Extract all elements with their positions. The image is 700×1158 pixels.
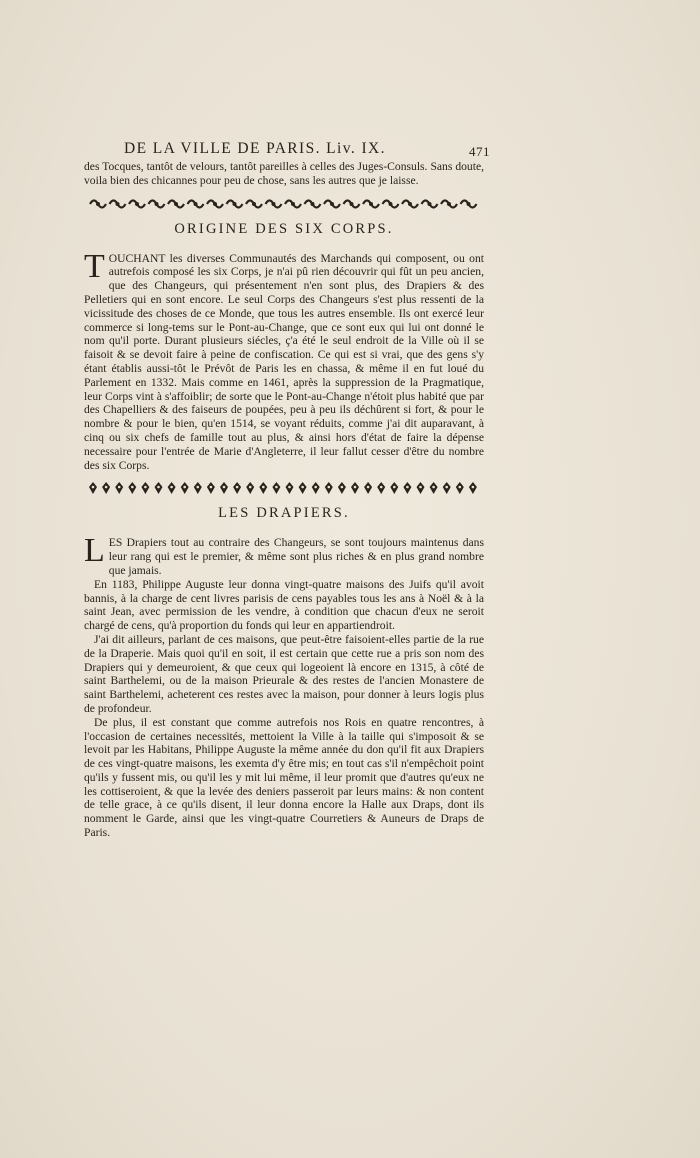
section2-paragraph-3: J'ai dit ailleurs, parlant de ces maisons, que peut-être faisoient-elles partie de la rue de la Draperie. Mais quoi qu'il en soit, il est certain que cette rue a pris son nom des Drapiers qui y demeuroient, & que ceux qui logeoient là encore en 1315, à côté de saint Barthelemi, ou de la maison Prieurale & des restes de l'ancien Monastere de saint Barthelemi, acheterent ces restes avec la maison, pour donner à leurs logis plus de profondeur.	[84, 632, 484, 715]
scroll-band-ornament	[84, 197, 484, 211]
fleuron-ornament-icon	[84, 481, 484, 495]
running-head	[84, 138, 490, 160]
section1-paragraph: OUCHANT les diverses Communautés des Marchands qui composent, ou ont autrefois composé les six Corps, je n'ai pû rien découvrir qui fût un peu ancien, que des Changeurs, qui présentement n'en sont plus, des Drapiers & des Pelletiers qui en sont encore. Le seul Corps des Changeurs s'est plus ressenti de la vicissitude des choses de ce Monde, que tous les autres ensemble. Ils ont exercé leur commerce si long-tems sur le Pont-au-Change, que ce sont eux qui lui ont donné le nom qu'il porte. Durant plusieurs siécles, ç'a été le seul endroit de la Ville où il se faisoit & se devoit faire à peine de confiscation. Ce qui est si vrai, que des gens s'y étant établis aussi-tôt le Prévôt de Paris les en chassa, & même il en fut loué du Parlement en 1332. Mais comme en 1461, après la suppression de la Pragmatique, leur Corps vint à s'affoiblir; de sorte que le Pont-au-Change n'étoit plus habité que par des Chapelliers & des faiseurs de poupées, peu à peu ils déchûrent si fort, & pour le nombre & pour le bien, qu'en 1514, se voyant réduits, comme j'ai dit auparavant, à cinq ou six chefs de famille tout au plus, & ainsi hors d'état de faire la dépense necessaire pour l'entrée de Marie d'Angleterre, il leur fallut cesser d'être du nombre des six Corps.	[84, 251, 484, 472]
section1-body	[84, 247, 484, 473]
section-title-drapiers: LES DRAPIERS.	[218, 505, 350, 522]
section-title-origine: ORIGINE DES SIX CORPS.	[174, 220, 394, 237]
section2-paragraph-1: ES Drapiers tout au contraire des Changeurs, se sont toujours maintenus dans leur rang qui est le premier, & même sont plus riches & en plus grand nombre que jamais.	[108, 536, 484, 577]
section2-body	[84, 532, 484, 840]
book-page	[84, 138, 490, 840]
section2-paragraph-4: De plus, il est constant que comme autrefois nos Rois en quatre rencontres, à l'occasion de certaines necessités, mettoient la Ville à la taille qui s'imposoit & se levoit par les Habitans, Philippe Auguste la même année du don qu'il fit aux Drapiers de ces vingt-quatre maisons, les exemta d'y être mis; en tout cas s'il n'empêchoit point qu'ils y fussent mis, ou qu'il les y mit lui même, il leur promit que d'autres qu'eux ne les cottiseroient, & que la levée des deniers passeroit par leurs mains: & non content de telle grace, à ce qu'ils disent, il leur donna encore la Halle aux Draps, dont ils nomment le Garde, ainsi que les vingt-quatre Courretiers & Auneurs de Draps de Paris.	[84, 715, 484, 840]
scroll-ornament-icon	[84, 197, 484, 211]
running-title: DE LA VILLE DE PARIS. Liv. IX.	[124, 140, 386, 157]
drop-cap-l: L	[84, 532, 105, 570]
drop-cap-t: T	[84, 247, 105, 285]
section2-paragraph-2: En 1183, Philippe Auguste leur donna vingt-quatre maisons des Juifs qu'il avoit bannis, à la charge de cent livres parisis de cens payables tous les ans à Noël & à la saint Jean, avec permission de les vendre, à condition que chacun d'eux ne seroit chargé de cens, qu'à proportion du fonds qui leur en appartiendroit.	[84, 577, 484, 633]
page-number: 471	[469, 144, 490, 159]
fleuron-band-ornament	[84, 481, 484, 495]
intro-paragraph: des Tocques, tantôt de velours, tantôt pareilles à celles des Juges-Consuls. Sans doute, voila bien des chicannes pour peu de chose, sans les autres que je laisse.	[84, 160, 484, 187]
